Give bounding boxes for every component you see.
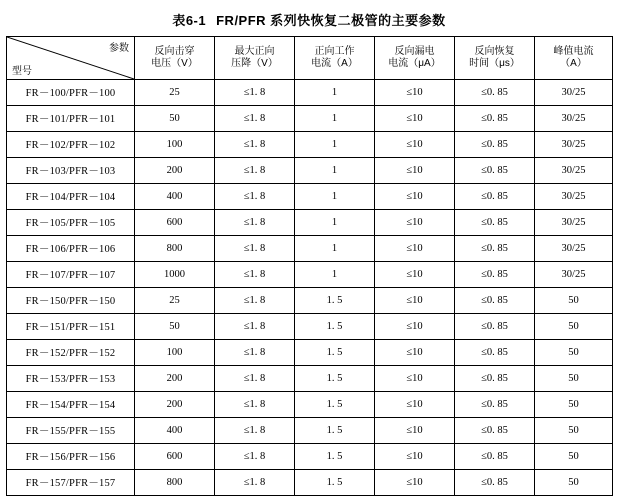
cell-model: FR－101/PFR－101 <box>7 106 135 132</box>
cell-value: 30/25 <box>535 132 613 158</box>
column-header-line2: 电流（A） <box>311 58 358 69</box>
column-header-line1: 反向恢复 <box>474 45 515 57</box>
cell-value: 1. 5 <box>295 392 375 418</box>
cell-value: ≤1. 8 <box>215 236 295 262</box>
cell-model: FR－153/PFR－153 <box>7 366 135 392</box>
table-row <box>7 444 613 470</box>
cell-model: FR－103/PFR－103 <box>7 158 135 184</box>
cell-value: 30/25 <box>535 236 613 262</box>
cell-value: 1 <box>295 236 375 262</box>
cell-value: 1 <box>295 80 375 106</box>
cell-model: FR－154/PFR－154 <box>7 392 135 418</box>
cell-model: FR－107/PFR－107 <box>7 262 135 288</box>
cell-value: ≤10 <box>375 106 455 132</box>
cell-value: ≤0. 85 <box>455 314 535 340</box>
cell-value: 50 <box>135 106 215 132</box>
cell-value: ≤0. 85 <box>455 470 535 496</box>
cell-value: 1000 <box>135 262 215 288</box>
table-row <box>7 236 613 262</box>
cell-value: 1 <box>295 262 375 288</box>
cell-value: 30/25 <box>535 262 613 288</box>
table-caption-text: FR/PFR 系列快恢复二极管的主要参数 <box>216 13 446 28</box>
table-row <box>7 470 613 496</box>
cell-value: 50 <box>535 314 613 340</box>
table-row <box>7 366 613 392</box>
cell-value: 50 <box>535 444 613 470</box>
cell-value: 50 <box>135 314 215 340</box>
table-body <box>7 80 613 496</box>
cell-model: FR－106/PFR－106 <box>7 236 135 262</box>
column-header-line1: 最大正向 <box>234 45 275 57</box>
cell-value: ≤1. 8 <box>215 340 295 366</box>
cell-value: 50 <box>535 418 613 444</box>
cell-model: FR－152/PFR－152 <box>7 340 135 366</box>
table-row <box>7 288 613 314</box>
cell-model: FR－157/PFR－157 <box>7 470 135 496</box>
cell-value: 100 <box>135 132 215 158</box>
cell-model: FR－104/PFR－104 <box>7 184 135 210</box>
cell-value: ≤1. 8 <box>215 366 295 392</box>
cell-value: ≤10 <box>375 210 455 236</box>
table-row <box>7 418 613 444</box>
cell-value: 100 <box>135 340 215 366</box>
cell-value: ≤10 <box>375 470 455 496</box>
cell-value: ≤0. 85 <box>455 366 535 392</box>
cell-value: 1 <box>295 184 375 210</box>
header-model-label: 型号 <box>12 66 32 77</box>
cell-value: ≤1. 8 <box>215 262 295 288</box>
cell-model: FR－151/PFR－151 <box>7 314 135 340</box>
column-header-line1: 反向击穿 <box>154 45 195 57</box>
cell-value: 1 <box>295 158 375 184</box>
cell-value: ≤10 <box>375 236 455 262</box>
cell-value: ≤1. 8 <box>215 210 295 236</box>
cell-value: 30/25 <box>535 184 613 210</box>
cell-value: ≤0. 85 <box>455 80 535 106</box>
cell-value: 800 <box>135 470 215 496</box>
cell-value: ≤10 <box>375 314 455 340</box>
cell-value: 1. 5 <box>295 366 375 392</box>
cell-value: 400 <box>135 418 215 444</box>
cell-value: 1 <box>295 132 375 158</box>
cell-value: ≤10 <box>375 80 455 106</box>
cell-value: 50 <box>535 340 613 366</box>
column-header-line1: 反向漏电 <box>394 45 435 57</box>
cell-value: 30/25 <box>535 80 613 106</box>
cell-value: 200 <box>135 392 215 418</box>
column-header-breakdown-voltage <box>135 37 215 80</box>
cell-value: ≤1. 8 <box>215 418 295 444</box>
cell-value: 50 <box>535 288 613 314</box>
table-row <box>7 184 613 210</box>
cell-value: 1. 5 <box>295 444 375 470</box>
table-row <box>7 210 613 236</box>
cell-model: FR－100/PFR－100 <box>7 80 135 106</box>
cell-value: 200 <box>135 158 215 184</box>
column-header-line2: 电流（μA） <box>388 58 441 69</box>
cell-value: ≤0. 85 <box>455 236 535 262</box>
column-header-peak-current <box>535 37 613 80</box>
cell-value: ≤0. 85 <box>455 184 535 210</box>
column-header-forward-voltage-drop <box>215 37 295 80</box>
cell-value: ≤10 <box>375 444 455 470</box>
cell-value: ≤0. 85 <box>455 418 535 444</box>
cell-value: 800 <box>135 236 215 262</box>
cell-value: 400 <box>135 184 215 210</box>
table-row <box>7 158 613 184</box>
cell-value: ≤10 <box>375 288 455 314</box>
cell-value: ≤10 <box>375 392 455 418</box>
column-header-line2: 时间（μs） <box>469 58 520 69</box>
cell-value: ≤0. 85 <box>455 444 535 470</box>
cell-value: ≤1. 8 <box>215 158 295 184</box>
cell-value: ≤1. 8 <box>215 80 295 106</box>
cell-value: ≤1. 8 <box>215 288 295 314</box>
cell-value: 25 <box>135 80 215 106</box>
cell-value: ≤10 <box>375 184 455 210</box>
cell-value: 30/25 <box>535 158 613 184</box>
column-header-line1: 峰值电流 <box>553 45 594 57</box>
cell-value: ≤1. 8 <box>215 444 295 470</box>
cell-value: ≤1. 8 <box>215 184 295 210</box>
column-header-forward-current <box>295 37 375 80</box>
cell-value: ≤1. 8 <box>215 132 295 158</box>
cell-value: ≤10 <box>375 366 455 392</box>
cell-model: FR－150/PFR－150 <box>7 288 135 314</box>
cell-value: ≤1. 8 <box>215 314 295 340</box>
cell-value: 50 <box>535 392 613 418</box>
cell-value: ≤1. 8 <box>215 392 295 418</box>
cell-value: ≤0. 85 <box>455 262 535 288</box>
cell-value: ≤0. 85 <box>455 340 535 366</box>
cell-value: 1 <box>295 106 375 132</box>
cell-model: FR－102/PFR－102 <box>7 132 135 158</box>
cell-value: 1. 5 <box>295 418 375 444</box>
table-caption-number: 表6-1 <box>172 13 207 28</box>
column-header-line2: 压降（V） <box>231 58 278 69</box>
table-row <box>7 340 613 366</box>
column-header-line2: （A） <box>560 58 587 69</box>
table-header-row <box>7 37 613 80</box>
cell-value: 25 <box>135 288 215 314</box>
header-corner-cell <box>7 37 135 80</box>
cell-value: ≤0. 85 <box>455 106 535 132</box>
table-row <box>7 132 613 158</box>
cell-value: 600 <box>135 444 215 470</box>
cell-value: ≤0. 85 <box>455 132 535 158</box>
cell-value: ≤10 <box>375 340 455 366</box>
column-header-line2: 电压（V） <box>151 58 198 69</box>
cell-value: 600 <box>135 210 215 236</box>
cell-value: ≤10 <box>375 262 455 288</box>
cell-value: ≤1. 8 <box>215 470 295 496</box>
cell-model: FR－105/PFR－105 <box>7 210 135 236</box>
cell-value: 1. 5 <box>295 470 375 496</box>
cell-value: 50 <box>535 470 613 496</box>
cell-value: 1 <box>295 210 375 236</box>
parameters-table <box>6 36 613 496</box>
cell-value: 1. 5 <box>295 314 375 340</box>
cell-value: ≤0. 85 <box>455 158 535 184</box>
cell-value: ≤10 <box>375 158 455 184</box>
table-row <box>7 314 613 340</box>
cell-value: ≤1. 8 <box>215 106 295 132</box>
cell-value: ≤10 <box>375 132 455 158</box>
cell-value: 200 <box>135 366 215 392</box>
cell-value: 50 <box>535 366 613 392</box>
table-row <box>7 106 613 132</box>
table-caption <box>6 10 612 29</box>
cell-model: FR－156/PFR－156 <box>7 444 135 470</box>
header-param-label: 参数 <box>109 43 129 54</box>
table-row <box>7 392 613 418</box>
cell-value: 1. 5 <box>295 340 375 366</box>
cell-model: FR－155/PFR－155 <box>7 418 135 444</box>
cell-value: 1. 5 <box>295 288 375 314</box>
column-header-reverse-recovery-time <box>455 37 535 80</box>
cell-value: 30/25 <box>535 106 613 132</box>
table-row <box>7 262 613 288</box>
cell-value: ≤0. 85 <box>455 288 535 314</box>
column-header-line1: 正向工作 <box>314 45 355 57</box>
cell-value: 30/25 <box>535 210 613 236</box>
table-row <box>7 80 613 106</box>
cell-value: ≤0. 85 <box>455 210 535 236</box>
cell-value: ≤10 <box>375 418 455 444</box>
cell-value: ≤0. 85 <box>455 392 535 418</box>
column-header-reverse-leakage-current <box>375 37 455 80</box>
